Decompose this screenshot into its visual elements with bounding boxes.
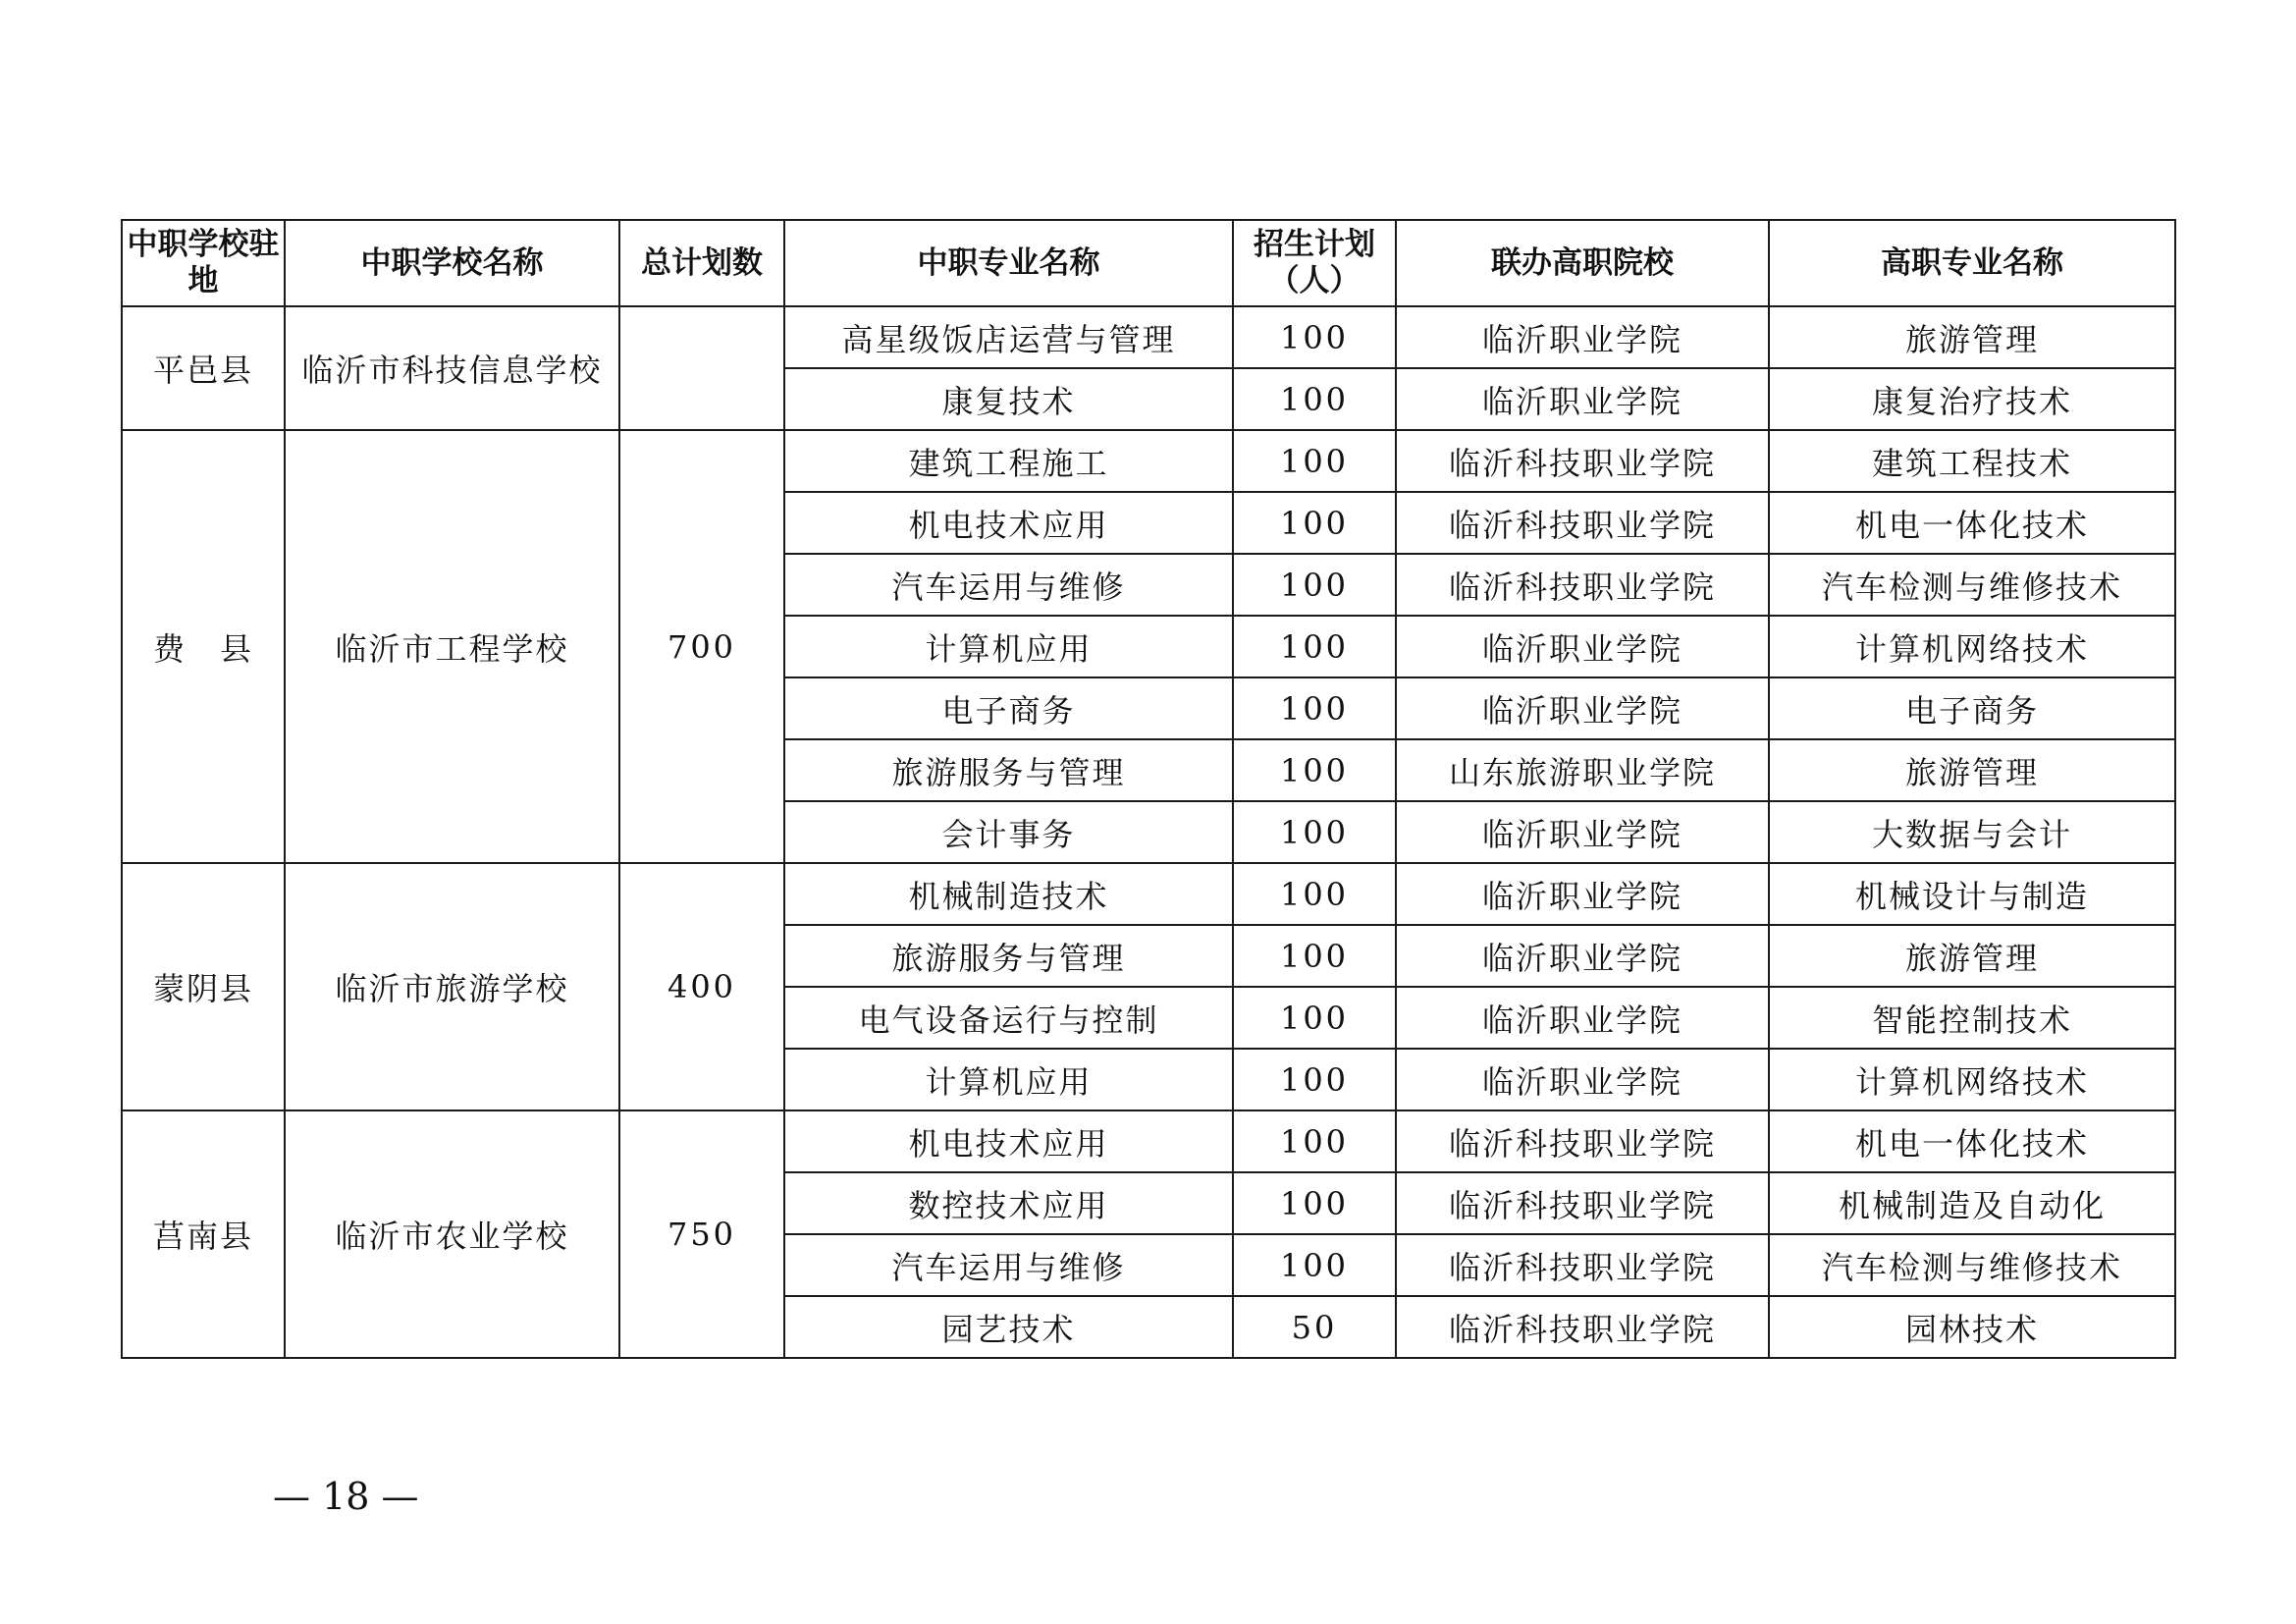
plan-cell: 100 — [1233, 306, 1396, 368]
college-major-cell: 机械制造及自动化 — [1769, 1172, 2175, 1234]
major-cell: 高星级饭店运营与管理 — [784, 306, 1233, 368]
major-cell: 康复技术 — [784, 368, 1233, 430]
college-cell: 临沂科技职业学院 — [1396, 1296, 1769, 1358]
major-cell: 园艺技术 — [784, 1296, 1233, 1358]
major-cell: 旅游服务与管理 — [784, 925, 1233, 987]
college-cell: 临沂科技职业学院 — [1396, 554, 1769, 616]
college-major-cell: 旅游管理 — [1769, 925, 2175, 987]
major-cell: 旅游服务与管理 — [784, 739, 1233, 801]
major-cell: 机电技术应用 — [784, 492, 1233, 554]
header-total: 总计划数 — [619, 220, 784, 306]
header-college-major: 高职专业名称 — [1769, 220, 2175, 306]
location-cell: 平邑县 — [122, 306, 285, 430]
location-cell: 费 县 — [122, 430, 285, 863]
college-major-cell: 计算机网络技术 — [1769, 1049, 2175, 1110]
plan-cell: 100 — [1233, 863, 1396, 925]
college-major-cell: 计算机网络技术 — [1769, 616, 2175, 677]
college-major-cell: 机电一体化技术 — [1769, 1110, 2175, 1172]
total-cell — [619, 306, 784, 430]
plan-cell: 100 — [1233, 801, 1396, 863]
college-major-cell: 康复治疗技术 — [1769, 368, 2175, 430]
major-cell: 计算机应用 — [784, 1049, 1233, 1110]
major-cell: 计算机应用 — [784, 616, 1233, 677]
college-major-cell: 园林技术 — [1769, 1296, 2175, 1358]
plan-cell: 100 — [1233, 1234, 1396, 1296]
plan-cell: 100 — [1233, 492, 1396, 554]
plan-cell: 100 — [1233, 987, 1396, 1049]
header-school: 中职学校名称 — [285, 220, 619, 306]
major-cell: 会计事务 — [784, 801, 1233, 863]
college-cell: 临沂科技职业学院 — [1396, 1234, 1769, 1296]
header-college: 联办高职院校 — [1396, 220, 1769, 306]
plan-cell: 100 — [1233, 430, 1396, 492]
college-cell: 临沂职业学院 — [1396, 801, 1769, 863]
table-row — [122, 306, 2175, 368]
header-plan: 招生计划（人） — [1233, 220, 1396, 306]
college-cell: 临沂科技职业学院 — [1396, 1110, 1769, 1172]
college-cell: 山东旅游职业学院 — [1396, 739, 1769, 801]
major-cell: 建筑工程施工 — [784, 430, 1233, 492]
college-cell: 临沂科技职业学院 — [1396, 492, 1769, 554]
plan-cell: 100 — [1233, 925, 1396, 987]
plan-cell: 100 — [1233, 1110, 1396, 1172]
major-cell: 机械制造技术 — [784, 863, 1233, 925]
plan-cell: 50 — [1233, 1296, 1396, 1358]
major-cell: 电气设备运行与控制 — [784, 987, 1233, 1049]
school-cell: 临沂市农业学校 — [285, 1110, 619, 1358]
plan-cell: 100 — [1233, 368, 1396, 430]
college-cell: 临沂职业学院 — [1396, 987, 1769, 1049]
school-cell: 临沂市旅游学校 — [285, 863, 619, 1110]
college-major-cell: 机电一体化技术 — [1769, 492, 2175, 554]
college-major-cell: 机械设计与制造 — [1769, 863, 2175, 925]
table-header-row — [122, 220, 2175, 306]
total-cell: 700 — [619, 430, 784, 863]
college-major-cell: 建筑工程技术 — [1769, 430, 2175, 492]
college-cell: 临沂职业学院 — [1396, 677, 1769, 739]
major-cell: 机电技术应用 — [784, 1110, 1233, 1172]
plan-cell: 100 — [1233, 677, 1396, 739]
header-major: 中职专业名称 — [784, 220, 1233, 306]
college-cell: 临沂职业学院 — [1396, 925, 1769, 987]
location-cell: 蒙阴县 — [122, 863, 285, 1110]
college-cell: 临沂职业学院 — [1396, 306, 1769, 368]
college-cell: 临沂科技职业学院 — [1396, 1172, 1769, 1234]
plan-cell: 100 — [1233, 1172, 1396, 1234]
college-cell: 临沂职业学院 — [1396, 863, 1769, 925]
college-cell: 临沂科技职业学院 — [1396, 430, 1769, 492]
college-major-cell: 旅游管理 — [1769, 739, 2175, 801]
plan-cell: 100 — [1233, 739, 1396, 801]
total-cell: 750 — [619, 1110, 784, 1358]
total-cell: 400 — [619, 863, 784, 1110]
college-major-cell: 电子商务 — [1769, 677, 2175, 739]
college-major-cell: 汽车检测与维修技术 — [1769, 554, 2175, 616]
major-cell: 汽车运用与维修 — [784, 554, 1233, 616]
major-cell: 数控技术应用 — [784, 1172, 1233, 1234]
header-location: 中职学校驻地 — [122, 220, 285, 306]
plan-cell: 100 — [1233, 554, 1396, 616]
major-cell: 汽车运用与维修 — [784, 1234, 1233, 1296]
plan-cell: 100 — [1233, 1049, 1396, 1110]
location-cell: 莒南县 — [122, 1110, 285, 1358]
table-row — [122, 863, 2175, 925]
college-cell: 临沂职业学院 — [1396, 1049, 1769, 1110]
plan-cell: 100 — [1233, 616, 1396, 677]
college-cell: 临沂职业学院 — [1396, 368, 1769, 430]
college-major-cell: 旅游管理 — [1769, 306, 2175, 368]
table-row — [122, 1110, 2175, 1172]
major-cell: 电子商务 — [784, 677, 1233, 739]
college-major-cell: 智能控制技术 — [1769, 987, 2175, 1049]
table-row — [122, 430, 2175, 492]
page-number: — 18 — — [273, 1475, 419, 1518]
college-major-cell: 大数据与会计 — [1769, 801, 2175, 863]
enrollment-plan-table — [121, 219, 2176, 1359]
school-cell: 临沂市科技信息学校 — [285, 306, 619, 430]
college-cell: 临沂职业学院 — [1396, 616, 1769, 677]
college-major-cell: 汽车检测与维修技术 — [1769, 1234, 2175, 1296]
school-cell: 临沂市工程学校 — [285, 430, 619, 863]
